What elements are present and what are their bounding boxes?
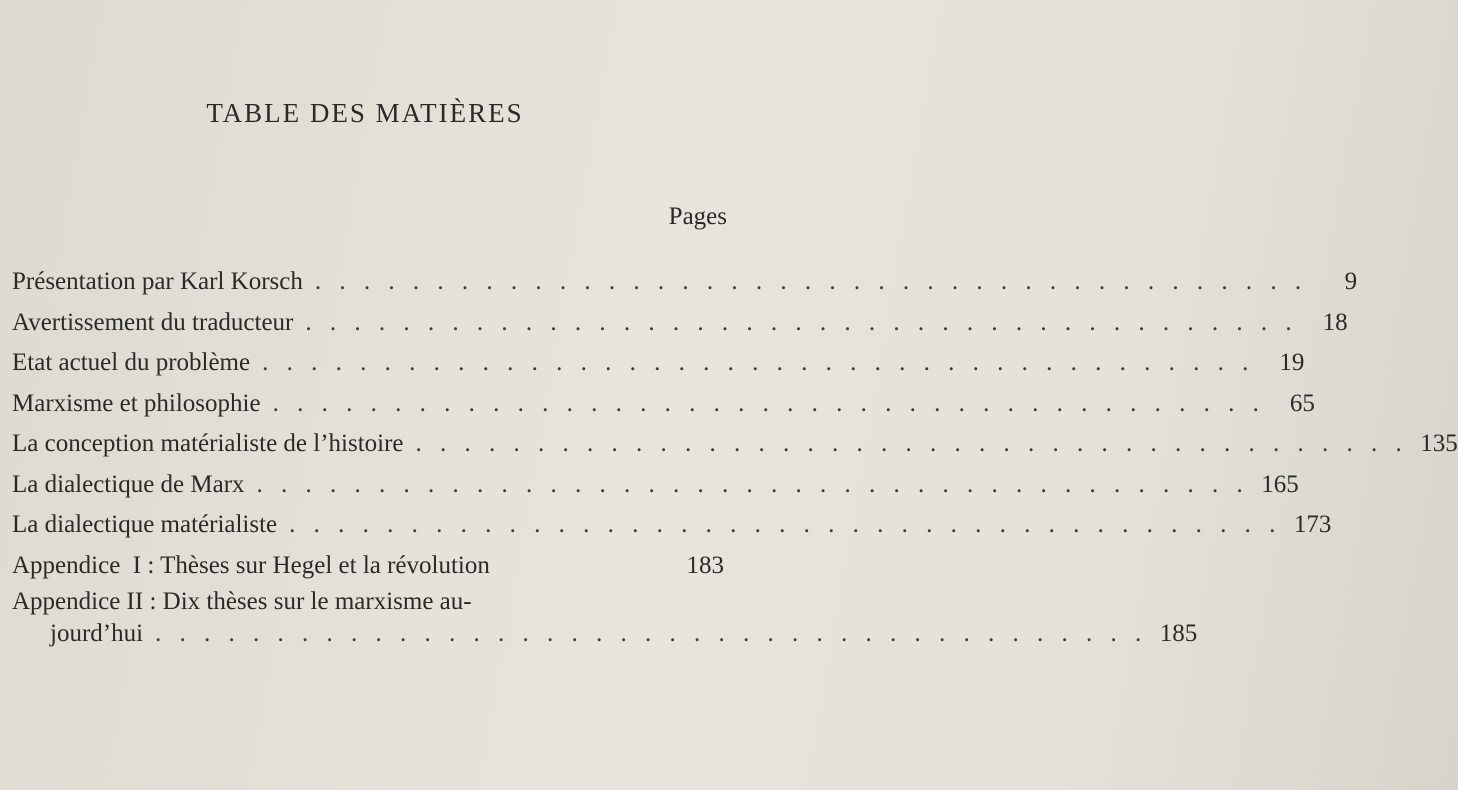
toc-entry-label: Appendice II : Dix thèses sur le marxisme au- (12, 588, 472, 615)
table-of-contents (12, 262, 1458, 650)
toc-entry-label: La dialectique de Marx (12, 470, 245, 498)
toc-entry-label: La dialectique matérialiste (12, 511, 278, 538)
toc-entry-label: Avertissement du traducteur (12, 308, 294, 336)
toc-entry-label: Appendice I : Thèses sur Hegel et la révolution (12, 551, 490, 579)
pages-column-header: Pages (668, 203, 727, 230)
toc-entry-label-cont: jourd’hui (50, 620, 144, 647)
toc-entry-label: Marxisme et philosophie (12, 389, 261, 417)
page-title: TABLE DES MATIÈRES (206, 98, 524, 128)
toc-entry (12, 505, 1332, 546)
toc-entry (12, 303, 1348, 344)
toc-entry (12, 384, 1315, 425)
dot-leader: . . . . . . . . . . . . . . . . . . . . . . . . . . . . . . . . . . . . . . . . . (314, 268, 1308, 295)
toc-entry (12, 343, 1305, 384)
toc-entry-label: Etat actuel du problème (12, 349, 251, 376)
toc-entry-page: 19 (1279, 349, 1305, 376)
toc-entry-page: 9 (1344, 268, 1358, 295)
toc-entry-page: 185 (1159, 620, 1198, 647)
dot-leader: . . . . . . . . . . . . . . . . . . . . . . . . . . . . . . . . . . . . . . . . . (305, 308, 1298, 336)
toc-entry (12, 424, 1458, 465)
toc-entry (12, 546, 724, 587)
toc-entry-page: 135 (1420, 430, 1458, 457)
toc-entry-page: 173 (1293, 511, 1332, 538)
dot-leader: . . . . . . . . . . . . . . . . . . . . . . . . . . . . . . . . . . . . . . . . . (289, 511, 1282, 538)
toc-entry (12, 262, 1358, 303)
toc-entry-page: 183 (686, 551, 724, 579)
dot-leader: . . . . . . . . . . . . . . . . . . . . . . . . . . . . . . . . . . . . . . . . . (272, 389, 1265, 417)
toc-entry-page: 18 (1322, 308, 1348, 336)
toc-entry-label: La conception matérialiste de l’histoire (12, 430, 404, 457)
dot-leader: . . . . . . . . . . . . . . . . . . . . . . . . . . . . . . . . . . . . . . . . . (155, 620, 1148, 647)
toc-entry (12, 465, 1299, 506)
toc-entry (12, 586, 1198, 650)
dot-leader: . . . . . . . . . . . . . . . . . . . . . . . . . . . . . . . . . . . . . . . . . (415, 430, 1408, 457)
toc-entry-page: 165 (1261, 470, 1299, 498)
toc-entry-label: Présentation par Karl Korsch (12, 268, 303, 295)
dot-leader: . . . . . . . . . . . . . . . . . . . . . . . . . . . . . . . . . . . . . . . . . (262, 349, 1255, 376)
dot-leader: . . . . . . . . . . . . . . . . . . . . . . . . . . . . . . . . . . . . . . . . . (256, 470, 1249, 498)
toc-entry-page: 65 (1289, 389, 1315, 417)
toc-entry-continuation (12, 618, 1198, 650)
